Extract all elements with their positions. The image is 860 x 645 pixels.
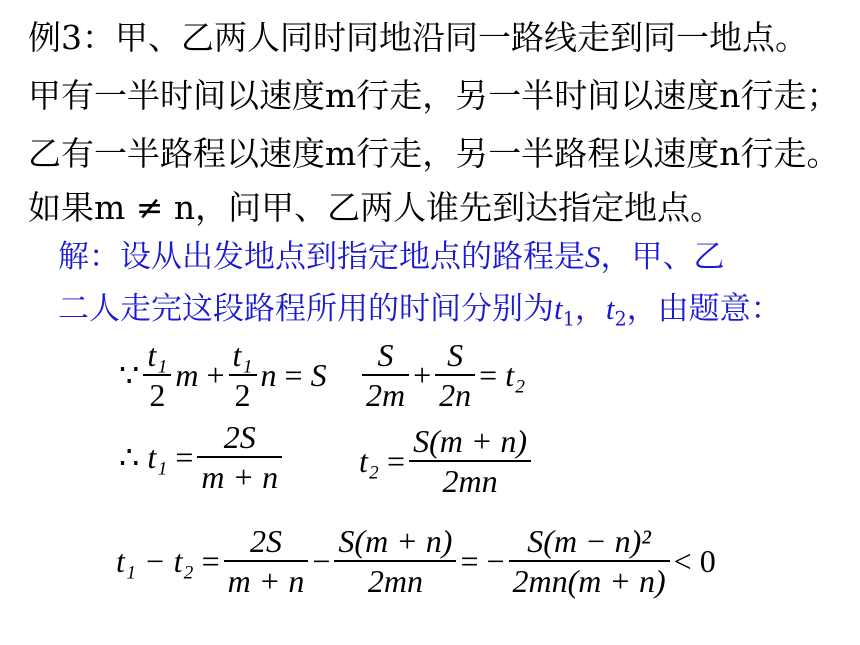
fraction-s-m-plus-n-over-2mn: $\frac{S(m + n)}{2mn}$: [409, 422, 531, 500]
solution-line-2: [58, 290, 782, 339]
fraction-2s-over-m-plus-n: $\frac{2S}{m + n}$: [197, 418, 282, 496]
fraction-s-over-2n: $\frac{S}{2n}$: [435, 336, 475, 414]
time-variable-1: t: [554, 291, 563, 326]
solution-line-1: [58, 238, 725, 276]
equation-t1-result: ∴ t₁ = $\frac{2S}{m + n}$: [115, 418, 282, 496]
comparison-fraction-3: $\frac{\text{S(m − n)²}}{2mn(m + n)}$: [509, 522, 670, 600]
solution-line-1-text: 解：设从出发地点到指定地点的路程是: [58, 239, 585, 275]
fraction-t1-over-2-a: $\frac{\text{t₁}}{2}$: [143, 336, 171, 414]
time-separator: ，: [574, 291, 606, 327]
distance-variable: S: [585, 239, 601, 274]
problem-line-3: 乙有一半路程以速度m行走，另一半路程以速度n行走。: [28, 134, 840, 173]
equation-yi-time: $\frac{S}{2m}$ + $\frac{S}{2n}$ = t₂: [362, 336, 529, 414]
comparison-fraction-2: $\frac{S(m + n)}{2mn}$: [334, 522, 456, 600]
comparison-fraction-1: $\frac{2S}{m + n}$: [224, 522, 309, 600]
problem-line-2: 甲有一半时间以速度m行走，另一半时间以速度n行走；: [28, 76, 840, 115]
fraction-t1-over-2-b: $\frac{\text{t₁}}{2}$: [229, 336, 257, 414]
therefore-symbol: ∴: [119, 439, 140, 475]
equation-t2-result: t₂ = $\frac{S(m + n)}{2mn}$: [355, 422, 531, 500]
solution-line-1-tail: ，甲、乙: [600, 239, 725, 275]
equation-jia-time: ∵ $\frac{\text{t₁}}{2}$ m + $\frac{\text{t₁}}{2}$ n = S: [115, 336, 331, 414]
solution-line-2-text: 二人走完这段路程所用的时间分别为: [58, 291, 554, 327]
problem-line-1: 例3：甲、乙两人同时同地沿同一路线走到同一地点。: [28, 18, 808, 57]
problem-line-4: 如果m ≠ n，问甲、乙两人谁先到达指定地点。: [28, 188, 724, 227]
equation-comparison: t₁ − t₂ = $\frac{2S}{m + n}$ − $\frac{S(m + n)}{2mn}$ = − $\frac{\text{S(m − n)²}}{2mn(m + n)}$ < 0: [116, 523, 716, 599]
solution-line-2-tail: ，由题意：: [626, 291, 782, 327]
time-sub-2: 2: [614, 307, 627, 331]
fraction-s-over-2m: $\frac{S}{2m}$: [362, 336, 409, 414]
time-variable-2: t: [605, 291, 615, 326]
time-sub-1: 1: [562, 307, 575, 331]
because-symbol: ∵: [119, 357, 140, 393]
